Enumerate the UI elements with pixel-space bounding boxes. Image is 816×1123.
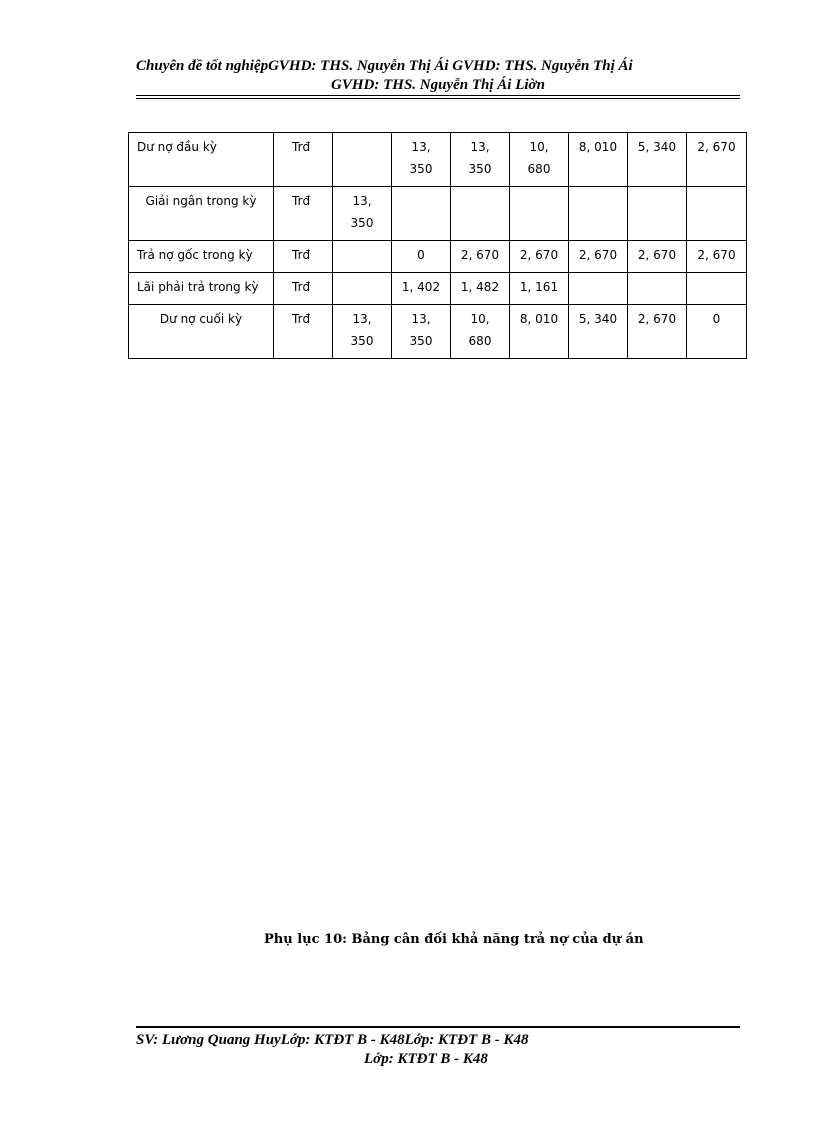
value-cell: 13, 350	[451, 133, 510, 187]
value-cell	[333, 241, 392, 273]
value-cell: 5, 340	[628, 133, 687, 187]
value-cell: 13, 350	[333, 305, 392, 359]
header-rule-double	[136, 98, 740, 99]
value-cell: 0	[687, 305, 747, 359]
unit-cell: Trđ	[274, 133, 333, 187]
value-cell	[510, 187, 569, 241]
row-label: Lãi phải trả trong kỳ	[129, 273, 274, 305]
unit-cell: Trđ	[274, 273, 333, 305]
value-cell: 13, 350	[392, 305, 451, 359]
row-label: Giải ngân trong kỳ	[129, 187, 274, 241]
value-cell: 5, 340	[569, 305, 628, 359]
value-cell: 13, 350	[333, 187, 392, 241]
appendix-caption: Phụ lục 10: Bảng cân đối khả năng trả nợ của dự án	[264, 932, 644, 947]
value-cell: 2, 670	[569, 241, 628, 273]
value-cell: 8, 010	[569, 133, 628, 187]
page-header	[136, 57, 740, 95]
value-cell	[451, 187, 510, 241]
value-cell: 2, 670	[451, 241, 510, 273]
header-line-2: GVHD: THS. Nguyễn Thị Ái Liờn	[331, 77, 545, 93]
value-cell: 0	[392, 241, 451, 273]
row-label: Trả nợ gốc trong kỳ	[129, 241, 274, 273]
value-cell	[333, 133, 392, 187]
row-label: Dư nợ cuối kỳ	[129, 305, 274, 359]
value-cell	[569, 273, 628, 305]
value-cell	[687, 187, 747, 241]
value-cell	[687, 273, 747, 305]
value-cell	[569, 187, 628, 241]
value-cell: 10, 680	[510, 133, 569, 187]
value-cell	[628, 187, 687, 241]
value-cell: 10, 680	[451, 305, 510, 359]
value-cell: 1, 161	[510, 273, 569, 305]
table-row	[129, 187, 747, 241]
footer-line-1: SV: Lương Quang HuyLớp: KTĐT B - K48Lớp: KTĐT B - K48	[136, 1032, 529, 1048]
footer-rule	[136, 1026, 740, 1028]
value-cell: 2, 670	[628, 305, 687, 359]
table-row	[129, 241, 747, 273]
value-cell: 13, 350	[392, 133, 451, 187]
table-row	[129, 273, 747, 305]
header-line-1: Chuyên đề tốt nghiệpGVHD: THS. Nguyễn Thị Ái GVHD: THS. Nguyễn Thị Ái	[136, 58, 633, 74]
header-rule	[136, 95, 740, 96]
value-cell: 1, 402	[392, 273, 451, 305]
unit-cell: Trđ	[274, 187, 333, 241]
value-cell: 1, 482	[451, 273, 510, 305]
value-cell	[392, 187, 451, 241]
unit-cell: Trđ	[274, 241, 333, 273]
table-row	[129, 305, 747, 359]
footer-line-2: Lớp: KTĐT B - K48	[364, 1051, 488, 1067]
table-row	[129, 133, 747, 187]
debt-schedule-table	[128, 132, 747, 359]
value-cell: 2, 670	[510, 241, 569, 273]
value-cell: 2, 670	[687, 133, 747, 187]
page-footer	[136, 1031, 740, 1069]
value-cell: 2, 670	[687, 241, 747, 273]
value-cell: 2, 670	[628, 241, 687, 273]
value-cell	[333, 273, 392, 305]
unit-cell: Trđ	[274, 305, 333, 359]
value-cell	[628, 273, 687, 305]
value-cell: 8, 010	[510, 305, 569, 359]
row-label: Dư nợ đầu kỳ	[129, 133, 274, 187]
